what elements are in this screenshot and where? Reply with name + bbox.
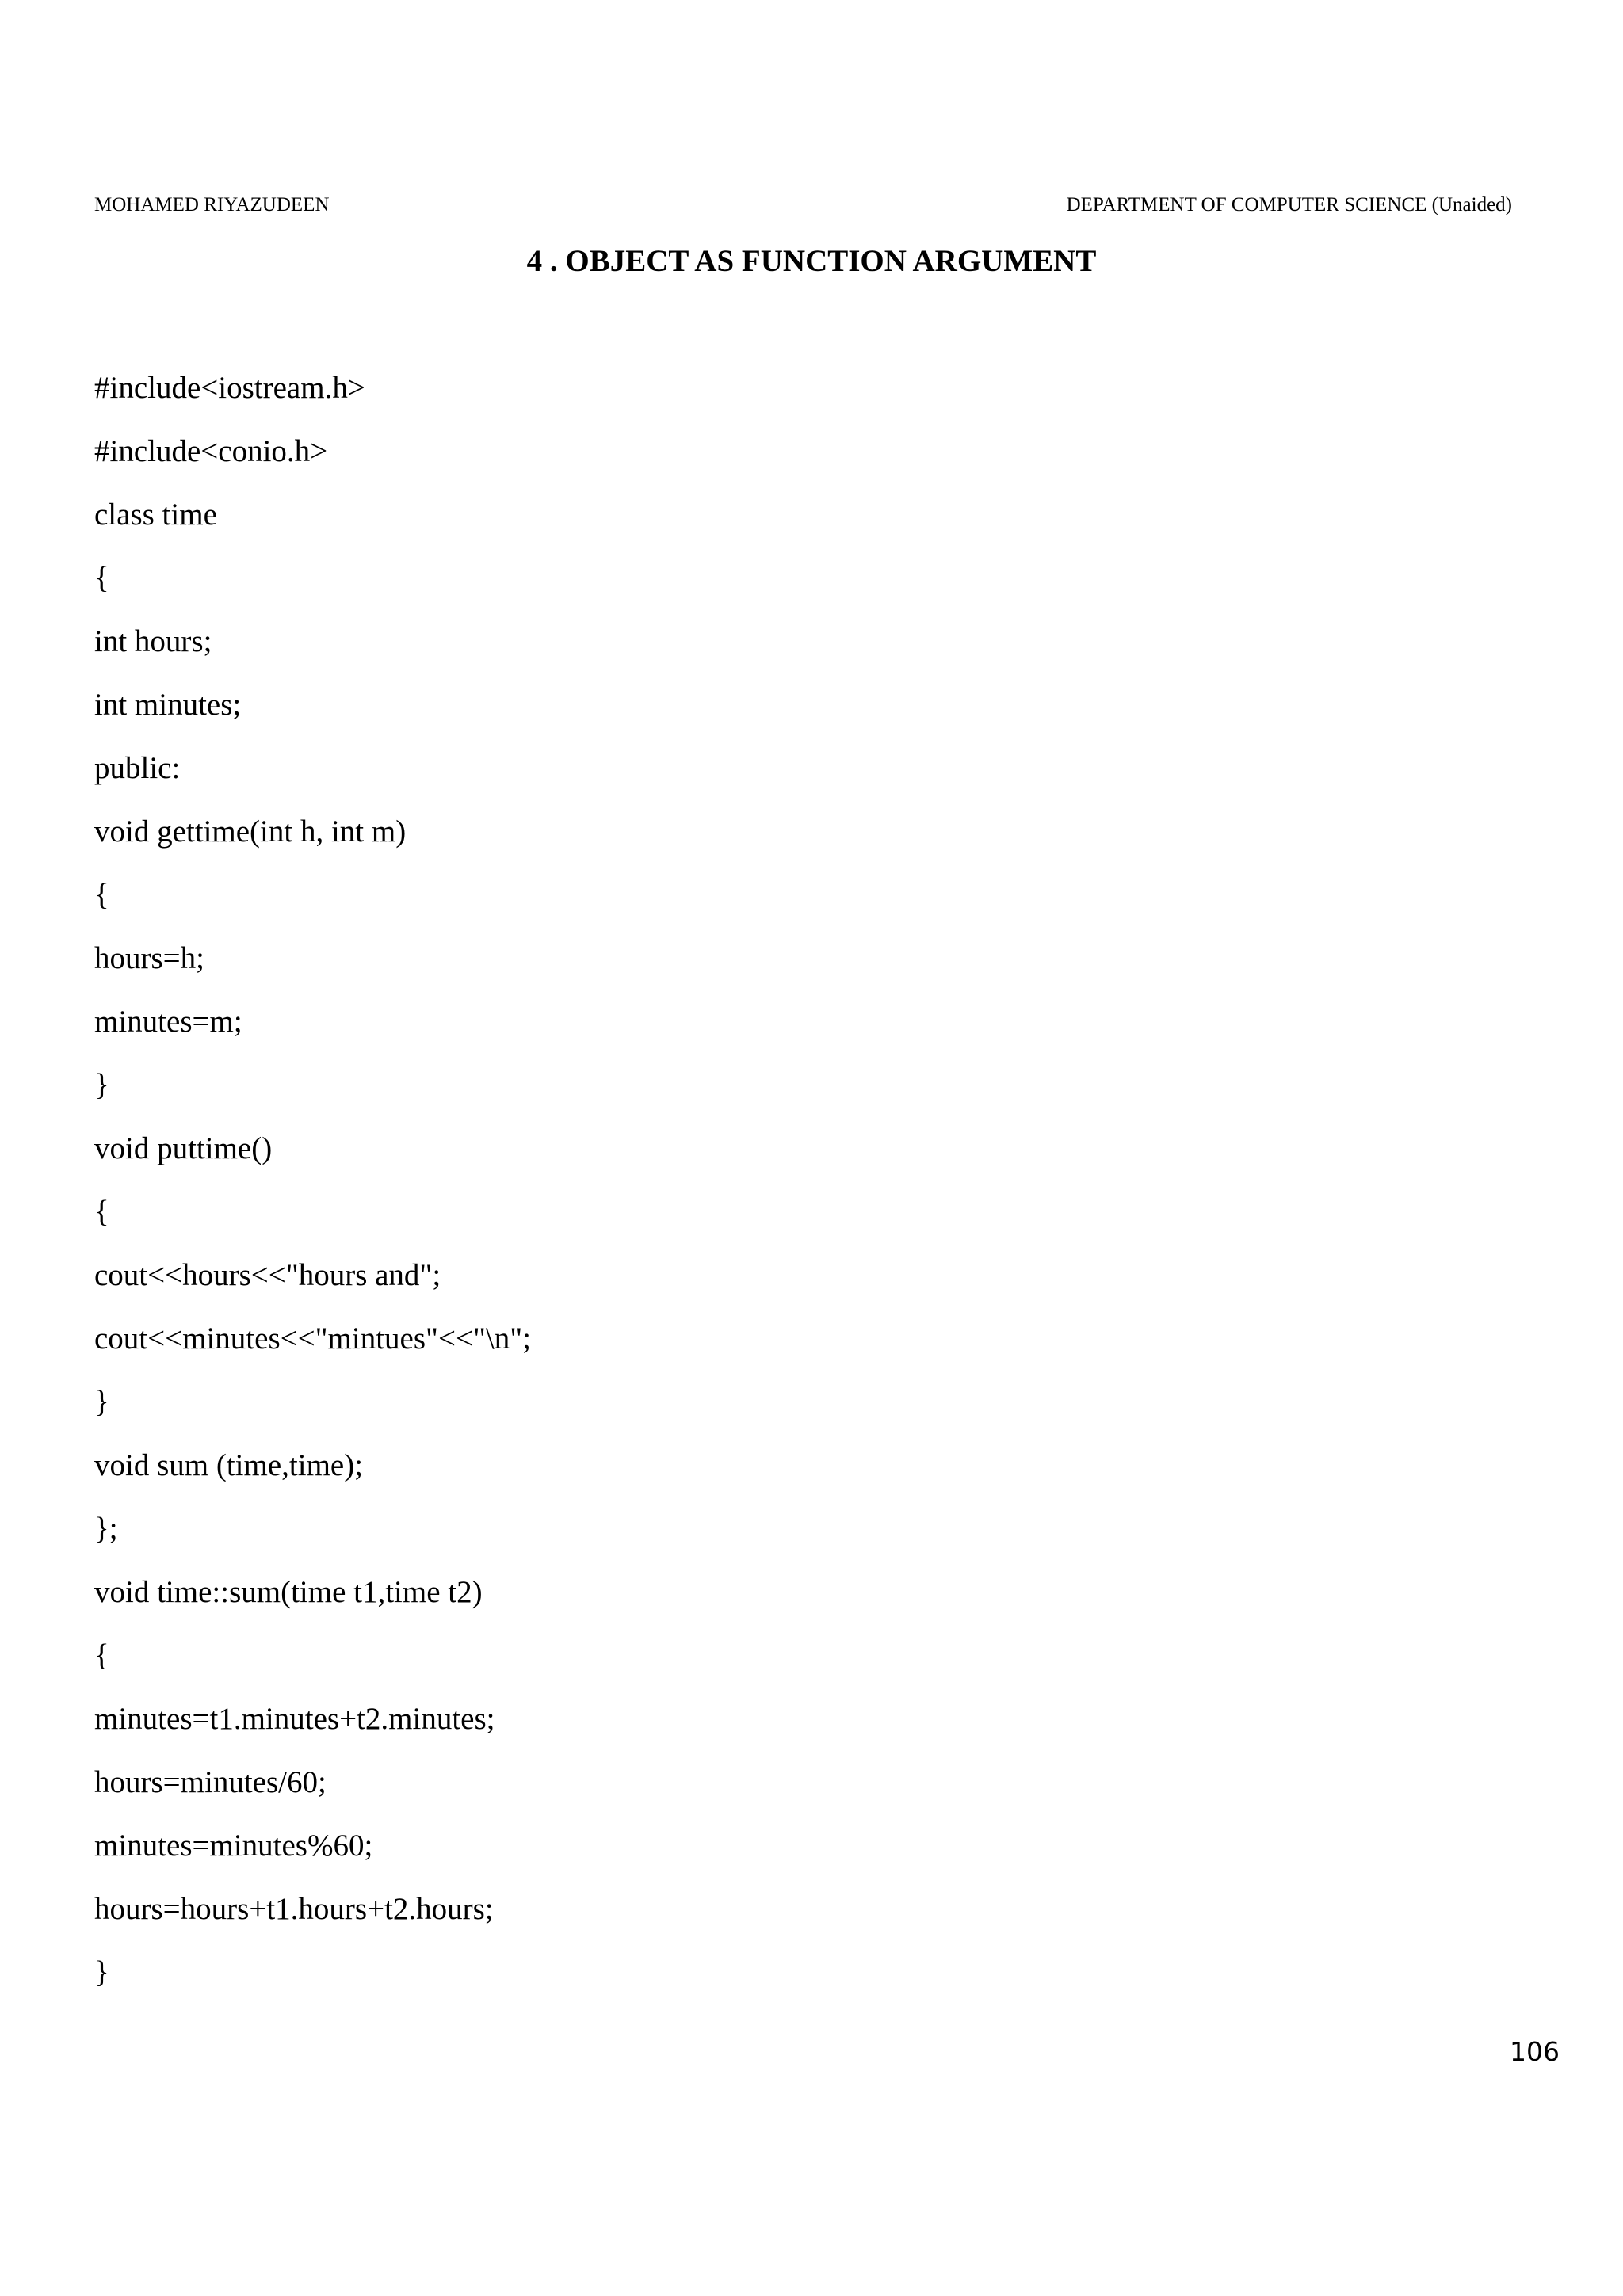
code-line: minutes=minutes%60; <box>94 1829 373 1863</box>
code-line: minutes=t1.minutes+t2.minutes; <box>94 1702 495 1736</box>
code-line: cout<<hours<<"hours and"; <box>94 1258 441 1292</box>
code-line: } <box>94 1955 109 1989</box>
code-line: void puttime() <box>94 1131 273 1165</box>
code-line: void gettime(int h, int m) <box>94 814 407 849</box>
code-line: int hours; <box>94 624 212 658</box>
code-line: public: <box>94 751 181 785</box>
header-department: DEPARTMENT OF COMPUTER SCIENCE (Unaided) <box>1066 194 1512 215</box>
code-line: cout<<minutes<<"mintues"<<"\n"; <box>94 1322 531 1356</box>
code-line: { <box>94 1638 109 1672</box>
code-line: void time::sum(time t1,time t2) <box>94 1575 483 1609</box>
header-author: MOHAMED RIYAZUDEEN <box>94 194 330 215</box>
code-line: { <box>94 561 109 595</box>
code-line: { <box>94 878 109 912</box>
code-line: { <box>94 1195 109 1229</box>
code-line: void sum (time,time); <box>94 1448 364 1482</box>
code-line: #include<iostream.h> <box>94 371 365 405</box>
code-line: hours=h; <box>94 941 204 975</box>
code-line: #include<conio.h> <box>94 434 328 468</box>
code-line: }; <box>94 1512 118 1546</box>
page-title: 4 . OBJECT AS FUNCTION ARGUMENT <box>526 244 1097 278</box>
code-line: class time <box>94 498 217 532</box>
code-line: hours=minutes/60; <box>94 1765 327 1799</box>
code-listing <box>94 369 531 2017</box>
page-number: 106 <box>1510 2036 1560 2067</box>
code-line: } <box>94 1068 109 1102</box>
code-line: minutes=m; <box>94 1005 242 1039</box>
code-line: hours=hours+t1.hours+t2.hours; <box>94 1892 494 1926</box>
code-line: } <box>94 1385 109 1419</box>
code-line: int minutes; <box>94 688 242 722</box>
